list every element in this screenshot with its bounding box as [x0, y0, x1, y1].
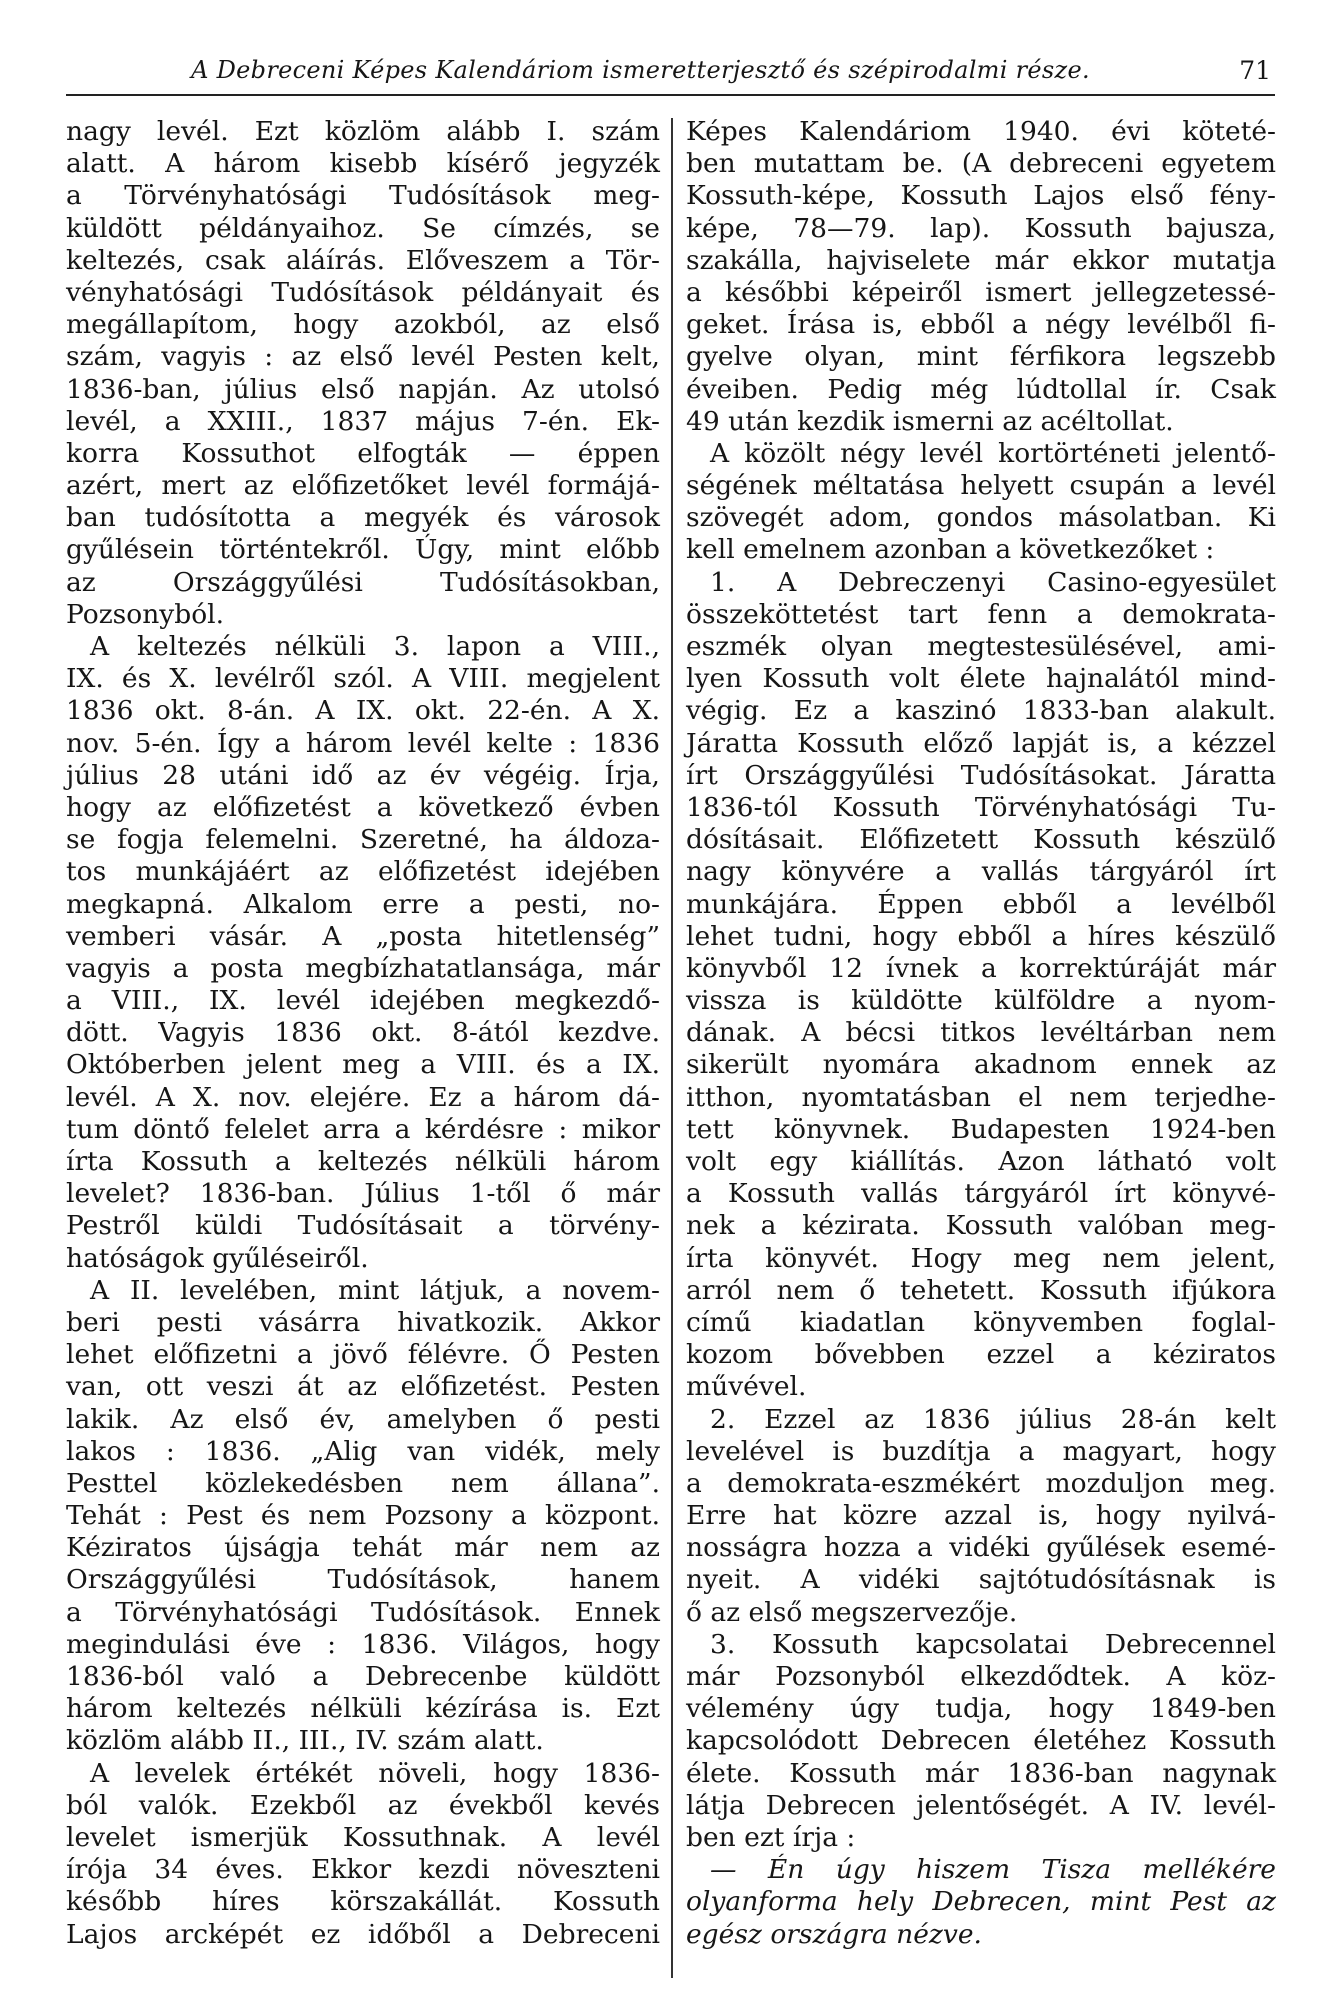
text-line: 1836-ból való a Debrecenbe küldött — [66, 1661, 660, 1692]
text-line: közlöm alább II., III., IV. szám alatt. — [66, 1725, 544, 1757]
text-line: később híres körszakállát. Kossuth — [66, 1886, 660, 1918]
text-line: sikerült nyomára akadnom ennek az — [686, 1049, 1276, 1081]
text-line: szövegét adom, gondos másolatban. Ki — [686, 502, 1276, 534]
text-line: 3. Kossuth kapcsolatai Debrecennel — [710, 1628, 1276, 1660]
text-line: volt egy kiállítás. Azon látható volt — [686, 1146, 1276, 1177]
text-line: a VIII., IX. levél idejében megkezdő- — [66, 985, 660, 1017]
text-line: 49 után kezdik ismerni az acéltollat. — [686, 405, 1174, 437]
text-line: megindulási éve : 1836. Világos, hogy — [66, 1628, 660, 1660]
text-line: ben mutattam be. (A debreceni egyetem — [686, 148, 1276, 180]
text-line: képe, 78—79. lap). Kossuth bajusza, — [686, 212, 1276, 244]
text-line: A közölt négy levél kortörténeti jelentő- — [710, 437, 1276, 469]
text-line: dött. Vagyis 1836 okt. 8-ától kezdve. — [66, 1017, 660, 1049]
text-line: a Törvényhatósági Tudósítások. Ennek — [66, 1596, 660, 1628]
text-line: a későbbi képeiről ismert jellegzetessé- — [686, 276, 1276, 308]
text-line: írója 34 éves. Ekkor kezdi növeszteni — [66, 1854, 660, 1886]
text-line: alatt. A három kisebb kísérő jegyzék — [66, 148, 660, 180]
text-line: ban tudósította a megyék és városok — [66, 502, 660, 534]
text-line: tett könyvnek. Budapesten 1924-ben — [686, 1113, 1276, 1145]
text-line: itthon, nyomtatásban el nem terjedhe- — [686, 1081, 1276, 1113]
text-line: a Törvényhatósági Tudósítások meg- — [66, 180, 660, 212]
paragraph — [66, 631, 660, 1275]
text-line: Tehát : Pest és nem Pozsony a központ. — [66, 1500, 660, 1532]
text-line: gyelve olyan, mint férfikora legszebb — [686, 341, 1276, 373]
text-line: IX. és X. levélről szól. A VIII. megjelent — [66, 663, 660, 695]
text-line: lyen Kossuth volt élete hajnalától mind- — [686, 663, 1276, 695]
text-line: geket. Írása is, ebből a négy levélből fi- — [686, 309, 1276, 341]
text-line: levelet ismerjük Kossuthnak. A levél — [66, 1821, 660, 1853]
text-line: korra Kossuthot elfogták — éppen — [66, 437, 660, 469]
text-line: levelet? 1836-ban. Július 1-től ő már — [66, 1178, 660, 1210]
running-header — [66, 56, 1275, 96]
text-line: 1. A Debreczenyi Casino-egyesület — [710, 566, 1276, 598]
text-line: munkájára. Éppen ebből a levélből — [686, 888, 1276, 920]
text-line: beri pesti vásárra hivatkozik. Akkor — [66, 1306, 660, 1338]
text-line: Kossuth-képe, Kossuth Lajos első fény- — [686, 180, 1276, 212]
text-line: kapcsolódott Debrecen életéhez Kossuth — [686, 1725, 1276, 1757]
header-rule — [66, 94, 1275, 96]
text-line: kozom bővebben ezzel a kéziratos — [686, 1339, 1276, 1371]
paragraph — [66, 1275, 660, 1758]
text-line: eszmék olyan megtestesülésével, ami- — [686, 631, 1276, 662]
text-line: azért, mert az előfizetőket levél formájá- — [66, 470, 660, 502]
text-line: megkapná. Alkalom erre a pesti, no- — [66, 888, 660, 920]
text-line: nyeit. A vidéki sajtótudósításnak is — [686, 1564, 1276, 1596]
text-line: keltezés, csak aláírás. Előveszem a Tör- — [66, 244, 660, 276]
text-line: vissza is küldötte külföldre a nyom- — [686, 985, 1276, 1017]
text-line: ségének méltatása helyett csupán a levél — [686, 470, 1276, 502]
text-line: ból valók. Ezekből az évekből kevés — [66, 1789, 660, 1821]
text-line: Pestről küldi Tudósításait a törvény- — [66, 1210, 660, 1242]
paragraph — [686, 1854, 1276, 1951]
text-line: A levelek értékét növeli, hogy 1836- — [90, 1757, 660, 1789]
text-line: Erre hat közre azzal is, hogy nyilvá- — [686, 1500, 1276, 1532]
text-line: már Pozsonyból elkezdődtek. A köz- — [686, 1661, 1276, 1692]
text-line: Kéziratos újságja tehát már nem az — [66, 1532, 660, 1564]
text-line: írta könyvét. Hogy meg nem jelent, — [686, 1242, 1276, 1274]
text-line: vélemény úgy tudja, hogy 1849-ben — [686, 1693, 1276, 1725]
text-line: hogy az előfizetést a következő évben — [66, 791, 660, 823]
text-line: kell emelnem azonban a következőket : — [686, 534, 1215, 566]
text-line: vényhatósági Tudósítások példányait és — [66, 276, 660, 308]
text-line: levelével is buzdítja a magyart, hogy — [686, 1435, 1276, 1467]
left-column — [66, 116, 660, 1951]
text-line: küldött példányaihoz. Se címzés, se — [66, 212, 660, 244]
text-line: 2. Ezzel az 1836 július 28-án kelt — [710, 1403, 1276, 1435]
text-line: se fogja felemelni. Szeretné, ha áldoza- — [66, 824, 660, 856]
text-line: ő az első megszervezője. — [686, 1596, 1018, 1628]
page-number: 71 — [1239, 56, 1271, 85]
text-line: élete. Kossuth már 1836-ban nagynak — [686, 1757, 1276, 1789]
text-line: a Kossuth vallás tárgyáról írt könyvé- — [686, 1178, 1276, 1210]
text-line: levél, a XXIII., 1837 május 7-én. Ek- — [66, 405, 660, 437]
text-line: 1836 okt. 8-án. A IX. okt. 22-én. A X. — [66, 695, 660, 727]
text-line: nosságra hozza a vidéki gyűlések esemé- — [686, 1532, 1276, 1564]
running-title: A Debreceni Képes Kalendáriom ismeretterjesztő és szépirodalmi része. — [191, 56, 1090, 84]
text-line: Pozsonyból. — [66, 598, 225, 630]
text-line: írt Országgyűlési Tudósításokat. Járatta — [686, 759, 1276, 791]
text-line: nov. 5-én. Így a három levél kelte : 1836 — [66, 727, 660, 759]
text-line: nagy könyvére a vallás tárgyáról írt — [686, 856, 1276, 888]
text-line: tos munkájáért az előfizetést idejében — [66, 856, 660, 888]
right-column — [686, 116, 1276, 1951]
text-line: látja Debrecen jelentőségét. A IV. levél- — [686, 1789, 1276, 1821]
text-line: lehet előfizetni a jövő félévre. Ő Pesten — [66, 1339, 660, 1371]
text-line: ben ezt írja : — [686, 1821, 856, 1853]
text-line: lakos : 1836. „Alig van vidék, mely — [66, 1435, 660, 1467]
text-line: nagy levél. Ezt közlöm alább I. szám — [66, 116, 660, 147]
text-line: egész országra nézve. — [686, 1918, 982, 1950]
text-line: szám, vagyis : az első levél Pesten kelt, — [66, 341, 660, 373]
text-line: vagyis a posta megbízhatatlansága, már — [66, 952, 660, 984]
text-line: három keltezés nélküli kézírása is. Ezt — [66, 1693, 660, 1725]
text-line: írta Kossuth a keltezés nélküli három — [66, 1146, 660, 1177]
text-line: művével. — [686, 1371, 807, 1403]
text-line: olyanforma hely Debrecen, mint Pest az — [686, 1886, 1276, 1918]
text-line: Lajos arcképét ez időből a Debreceni — [66, 1918, 660, 1950]
paragraph — [686, 438, 1276, 567]
paragraph — [686, 1404, 1276, 1629]
text-line: gyűlésein történtekről. Úgy, mint előbb — [66, 534, 660, 566]
text-line: dának. A bécsi titkos levéltárban nem — [686, 1017, 1276, 1049]
text-line: végig. Ez a kaszinó 1833-ban alakult. — [686, 695, 1276, 727]
text-line: 1836-ban, július első napján. Az utolsó — [66, 373, 660, 405]
paragraph — [66, 1758, 660, 1951]
text-line: arról nem ő tehetett. Kossuth ifjúkora — [686, 1274, 1276, 1306]
text-line: összeköttetést tart fenn a demokrata- — [686, 598, 1276, 630]
paragraph — [66, 116, 660, 631]
text-line: éveiben. Pedig még lúdtollal ír. Csak — [686, 373, 1276, 405]
text-line: dósításait. Előfizetett Kossuth készülő — [686, 824, 1276, 856]
text-line: Pesttel közlekedésben nem állana”. — [66, 1467, 660, 1499]
text-line: lakik. Az első év, amelyben ő pesti — [66, 1403, 660, 1435]
column-divider — [671, 118, 673, 1978]
text-line: tum döntő felelet arra a kérdésre : mikor — [66, 1113, 660, 1145]
text-line: A II. levelében, mint látjuk, a novem- — [90, 1274, 660, 1306]
text-line: július 28 utáni idő az év végéig. Írja, — [66, 759, 660, 791]
text-line: — Én úgy hiszem Tisza mellékére — [710, 1854, 1276, 1886]
text-line: van, ott veszi át az előfizetést. Pesten — [66, 1371, 660, 1403]
text-line: vemberi vásár. A „posta hitetlenség” — [66, 920, 660, 952]
text-line: szakálla, hajviselete már ekkor mutatja — [686, 244, 1276, 276]
text-line: könyvből 12 ívnek a korrektúráját már — [686, 952, 1276, 984]
paragraph — [686, 1629, 1276, 1854]
text-line: hatóságok gyűléseiről. — [66, 1242, 369, 1274]
text-line: Októberben jelent meg a VIII. és a IX. — [66, 1049, 660, 1081]
text-line: nek a kézirata. Kossuth valóban meg- — [686, 1210, 1276, 1242]
text-line: Országgyűlési Tudósítások, hanem — [66, 1564, 660, 1596]
text-line: 1836-tól Kossuth Törvényhatósági Tu- — [686, 791, 1276, 823]
text-line: A keltezés nélküli 3. lapon a VIII., — [90, 631, 660, 662]
text-line: a demokrata-eszmékért mozduljon meg. — [686, 1467, 1276, 1499]
text-line: Képes Kalendáriom 1940. évi köteté- — [686, 116, 1276, 147]
text-line: Járatta Kossuth előző lapját is, a kézzel — [686, 727, 1276, 759]
text-line: című kiadatlan könyvemben foglal- — [686, 1306, 1276, 1338]
paragraph — [686, 116, 1276, 438]
text-line: levél. A X. nov. elejére. Ez a három dá- — [66, 1081, 660, 1113]
paragraph — [686, 567, 1276, 1404]
text-line: megállapítom, hogy azokból, az első — [66, 309, 660, 341]
text-line: lehet tudni, hogy ebből a híres készülő — [686, 920, 1276, 952]
text-line: az Országgyűlési Tudósításokban, — [66, 566, 660, 598]
